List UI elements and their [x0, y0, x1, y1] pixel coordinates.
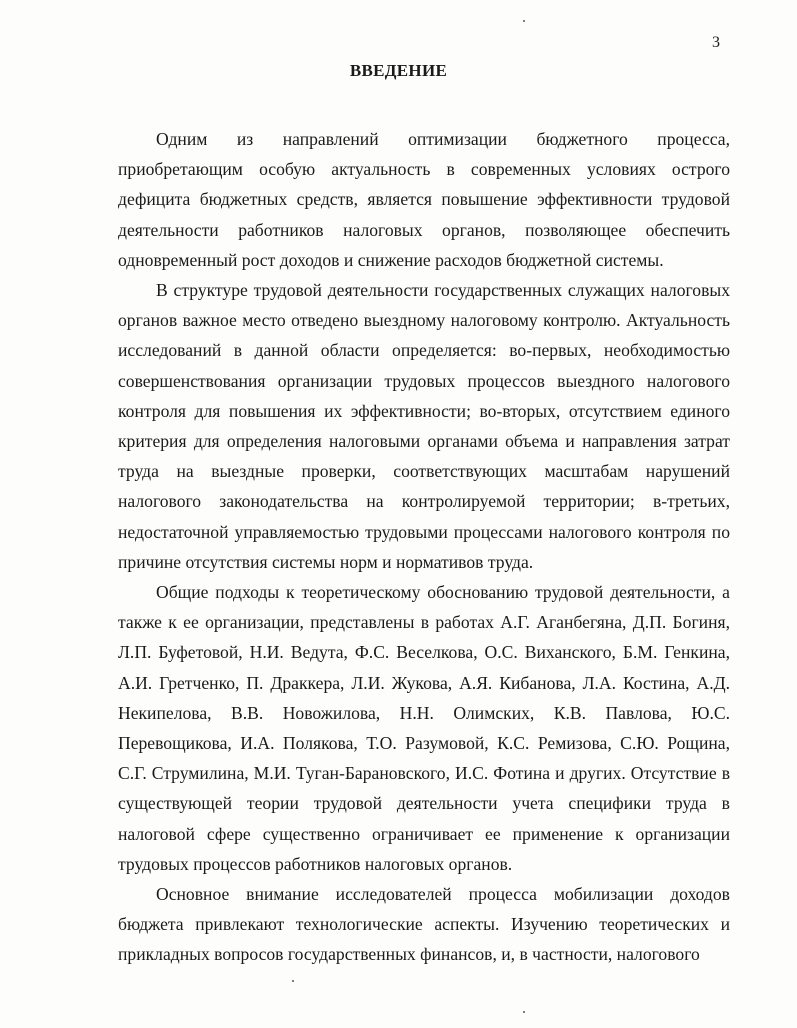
body-text	[118, 124, 730, 970]
section-title: ВВЕДЕНИЕ	[349, 61, 448, 80]
scan-speck	[523, 20, 525, 22]
page-number: 3	[712, 34, 720, 51]
paragraph-1: Одним из направлений оптимизации бюджетного процесса, приобретающим особую актуальность в современных условиях острого дефицита бюджетных средств, является повышение эффективности трудовой деятельности работников налоговых органов, позволяющее обеспечить одновременный рост доходов и снижение расходов бюджетной системы.	[118, 129, 730, 270]
paragraph-2: В структуре трудовой деятельности государственных служащих налоговых органов важное место отведено выездному налоговому контролю. Актуальность исследований в данной области определяется: во-первых, необходимостью совершенствования организации трудовых процессов выездного налогового контроля для повышения их эффективности; во-вторых, отсутствием единого критерия для определения налоговыми органами объема и направления затрат труда на выездные проверки, соответствующих масштабам нарушений налогового законодательства на контролируемой территории; в-третьих, недостаточной управляемостью трудовыми процессами налогового контроля по причине отсутствия системы норм и нормативов труда.	[118, 280, 730, 572]
scan-speck	[292, 980, 294, 982]
paragraph-4: Основное внимание исследователей процесса мобилизации доходов бюджета привлекают технологические аспекты. Изучению теоретических и прикладных вопросов государственных финансов, и, в частности, налогового	[118, 884, 730, 965]
paragraph-3: Общие подходы к теоретическому обоснованию трудовой деятельности, а также к ее организации, представлены в работах А.Г. Аганбегяна, Д.П. Богиня, Л.П. Буфетовой, Н.И. Ведута, Ф.С. Веселкова, О.С. Виханского, Б.М. Генкина, А.И. Гретченко, П. Драккера, Л.И. Жукова, А.Я. Кибанова, Л.А. Костина, А.Д. Некипелова, В.В. Новожилова, Н.Н. Олимских, К.В. Павлова, Ю.С. Перевощикова, И.А. Полякова, Т.О. Разумовой, К.С. Ремизова, С.Ю. Рощина, С.Г. Струмилина, М.И. Туган-Барановского, И.С. Фотина и других. Отсутствие в существующей теории трудовой деятельности учета специфики труда в налоговой сфере существенно ограничивает ее применение к организации трудовых процессов работников налоговых органов.	[118, 582, 730, 874]
scan-speck	[523, 1011, 525, 1013]
